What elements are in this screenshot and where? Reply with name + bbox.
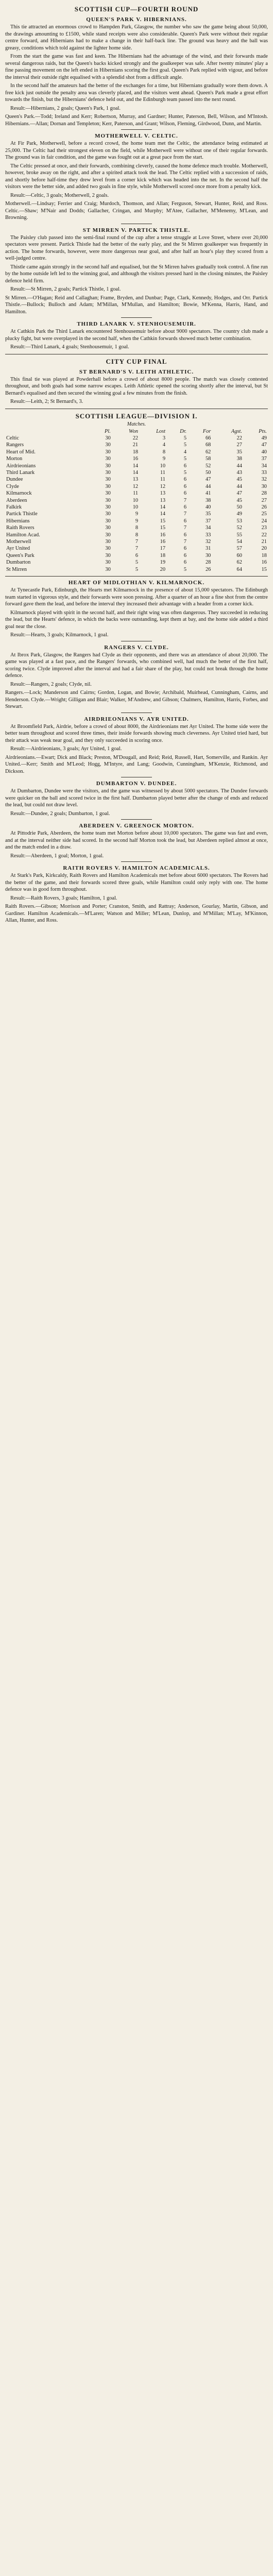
match-heading-raith-hamilton: RAITH ROVERS V. HAMILTON ACADEMICALS.	[63, 865, 210, 872]
club-name-cell: Dundee	[6, 477, 23, 483]
stat-cell: 31	[205, 546, 211, 552]
report-paragraph: At Pittodrie Park, Aberdeen, the home team met Morton before about 10,000 spectators. The game was fast and even, and at the interval neither side had scored. In the second half Morton took the lead, but Aberdeen replied almost at once, and the match ended in a draw.	[5, 831, 268, 851]
stat-cell: 22	[261, 532, 267, 538]
stat-cell: 64	[236, 566, 242, 572]
stat-cell: 30	[105, 560, 111, 566]
club-name-cell: Dumbarton	[6, 560, 31, 566]
stat-cell: 6	[183, 532, 187, 538]
stat-cell: 44	[205, 483, 211, 489]
table-row	[5, 463, 268, 469]
stat-cell: 5	[135, 566, 139, 572]
section-heading-scottish-cup: SCOTTISH CUP—FOURTH ROUND	[74, 5, 199, 13]
stat-cell: 22	[236, 435, 242, 441]
club-name-cell: Third Lanark	[6, 469, 35, 476]
stat-cell: 40	[205, 504, 211, 510]
report-paragraph: At Fir Park, Motherwell, before a record crowd, the home team met the Celtic, the attendance being estimated at 25,000. The Celtic had their strongest eleven on the field, while Motherwell were without one of their regular forwards. The ground was in fair condition, and the game was fought out at a great pace from the start.	[5, 141, 268, 160]
stat-cell: 32	[205, 539, 211, 545]
stat-cell: 22	[132, 435, 139, 441]
match-heading-hearts-kilmarnock: HEART OF MIDLOTHIAN V. KILMARNOCK.	[68, 580, 205, 586]
stat-cell: 6	[183, 546, 187, 552]
match-result: Result:—Hibernians, 2 goals; Queen's Park, 1 goal.	[10, 105, 121, 111]
stat-cell: 7	[135, 546, 139, 552]
stat-cell: 9	[135, 518, 139, 524]
stat-cell: 27	[261, 497, 267, 503]
stat-cell: 43	[236, 469, 242, 476]
column-header: Dr.	[180, 428, 187, 434]
stat-cell: 18	[132, 449, 139, 455]
column-header: Agst.	[231, 428, 242, 434]
table-row	[5, 545, 268, 552]
report-paragraph: Thistle came again strongly in the second half and equalised, but the St Mirren halves gradually took control. A fine run by the home outside left led to the winning goal, and although the visitors pressed hard in the closing minutes, the Paisley defence held firm.	[5, 264, 268, 284]
stat-cell: 50	[236, 504, 242, 510]
match-result: Result:—Airdrieonians, 3 goals; Ayr United, 1 goal.	[10, 746, 122, 752]
stat-cell: 14	[160, 511, 166, 517]
stat-cell: 45	[236, 477, 242, 483]
club-name-cell: Rangers	[6, 442, 24, 448]
stat-cell: 30	[105, 442, 111, 448]
stat-cell: 23	[261, 525, 267, 531]
stat-cell: 7	[183, 497, 187, 503]
stat-cell: 6	[183, 483, 187, 489]
match-result: Result:—St Mirren, 2 goals; Partick Thistle, 1 goal.	[10, 286, 121, 292]
stat-cell: 6	[183, 490, 187, 497]
stat-cell: 27	[236, 442, 242, 448]
stat-cell: 44	[236, 483, 242, 489]
stat-cell: 26	[261, 504, 267, 510]
stat-cell: 30	[105, 435, 111, 441]
stat-cell: 8	[162, 449, 166, 455]
club-name-cell: Motherwell	[6, 539, 31, 545]
stat-cell: 11	[133, 490, 139, 497]
stat-cell: 30	[105, 539, 111, 545]
section-heading-city-cup-final: CITY CUP FINAL	[106, 357, 167, 365]
stat-cell: 30	[105, 525, 111, 531]
stat-cell: 68	[205, 442, 211, 448]
stat-cell: 24	[261, 518, 267, 524]
table-row	[5, 552, 268, 559]
stat-cell: 20	[261, 546, 267, 552]
divider	[121, 129, 152, 130]
divider	[121, 861, 152, 862]
stat-cell: 16	[160, 539, 166, 545]
stat-cell: 30	[105, 518, 111, 524]
stat-cell: 16	[261, 560, 267, 566]
stat-cell: 19	[160, 560, 166, 566]
stat-cell: 16	[160, 532, 166, 538]
stat-cell: 33	[205, 532, 211, 538]
stat-cell: 32	[261, 477, 267, 483]
report-paragraph: The Celtic pressed at once, and their forwards, combining cleverly, caused the home defence much trouble. Motherwell, however, broke away on the right, and after a spirited attack took the lead. The Celtic replied with a succession of raids, and shortly before half-time they drew level from a corner kick which was headed into the net. In the second half the visitors were the better side, and added two goals in fine style, while Motherwell scored once more from a penalty kick.	[5, 163, 268, 190]
stat-cell: 7	[183, 539, 187, 545]
stat-cell: 5	[183, 456, 187, 462]
stat-cell: 30	[105, 469, 111, 476]
stat-cell: 28	[261, 490, 267, 497]
stat-cell: 20	[160, 566, 166, 572]
team-lineups: St Mirren.—O'Hagan; Reid and Callaghan; Frame, Bryden, and Dunbar; Page, Clark, Kennedy, Hodges, and Orr. Partick Thistle.—Bullock; Bulloch and Adam; M'Millan, M'Mullan, and Hamilton; Bowie, M'Kenna, Harris, Hand, and Hamilton.	[5, 295, 268, 315]
table-row	[5, 497, 268, 504]
stat-cell: 8	[135, 525, 139, 531]
stat-cell: 45	[236, 497, 242, 503]
stat-cell: 6	[135, 552, 139, 558]
stat-cell: 57	[236, 546, 242, 552]
report-paragraph: At Cathkin Park the Third Lanark encountered Stenhousemuir before about 9000 spectators. The country club made a plucky fight, but were overplayed in the second half, when the Cathkin forwards showed much better combination.	[5, 329, 268, 342]
stat-cell: 14	[132, 469, 139, 476]
stat-cell: 30	[105, 566, 111, 572]
stat-cell: 30	[261, 483, 267, 489]
stat-cell: 44	[236, 463, 242, 469]
stat-cell: 17	[160, 546, 166, 552]
stat-cell: 30	[205, 552, 211, 558]
section-heading-league: SCOTTISH LEAGUE—DIVISION I.	[75, 412, 198, 420]
team-lineups: Airdrieonians.—Ewart; Dick and Black; Preston, M'Dougall, and Reid; Reid, Russell, Hart, Somerville, and Rankin. Ayr United.—Kerr; Smith and M'Leod; Hogg, M'Intyre, and Lang; Goodwin, Cunningham, M'Kenzie, Richmond, and Dickson.	[5, 754, 268, 774]
match-heading-third-lanark: THIRD LANARK V. STENHOUSEMUIR.	[77, 321, 196, 327]
stat-cell: 7	[183, 511, 187, 517]
stat-cell: 66	[205, 435, 211, 441]
stat-cell: 13	[132, 477, 139, 483]
stat-cell: 18	[160, 552, 166, 558]
stat-cell: 6	[183, 560, 187, 566]
report-paragraph: At Ibrox Park, Glasgow, the Rangers had Clyde as their opponents, and there was an attendance of about 20,000. The game was played at a fast pace, and the Rangers' forwards, who combined well, had much the better of the first half, scoring twice. Clyde improved after the interval and had a fair share of the play, but could not break through the home defence.	[5, 652, 268, 679]
club-name-cell: Heart of Mid.	[6, 449, 36, 455]
stat-cell: 33	[261, 469, 267, 476]
stat-cell: 6	[183, 477, 187, 483]
stat-cell: 30	[105, 497, 111, 503]
stat-cell: 7	[183, 525, 187, 531]
match-heading-st-mirren-partick: ST MIRREN V. PARTICK THISTLE.	[82, 227, 191, 233]
stat-cell: 7	[135, 539, 139, 545]
team-lineups: Rangers.—Lock; Manderson and Cairns; Gordon, Logan, and Bowie; Archibald, Muirhead, Cunningham, Cairns, and Henderson. Clyde.—Wright; Gilligan and Blair; Walker, M'Andrew, and Gibson; Chalmers, Hamilton, Harris, Forbes, and Stewart.	[5, 690, 268, 710]
table-row	[5, 518, 268, 524]
team-lineups: Raith Rovers.—Gibson; Morrison and Porter; Cranston, Smith, and Rattray; Anderson, Gourlay, Martin, Gibson, and Gardiner. Hamilton Academicals.—M'Laren; Watson and Miller; M'Lean, Dunlop, and M'Millan; M'Lay, M'Kinnon, Allan, Hunter, and Ross.	[5, 904, 268, 924]
club-name-cell: Ayr United	[6, 546, 30, 552]
table-header-row	[5, 428, 268, 435]
club-name-cell: Celtic	[6, 435, 19, 441]
stat-cell: 30	[105, 456, 111, 462]
stat-cell: 60	[236, 552, 242, 558]
stat-cell: 52	[205, 463, 211, 469]
table-row	[5, 442, 268, 448]
stat-cell: 30	[105, 490, 111, 497]
league-table	[5, 428, 268, 573]
stat-cell: 14	[160, 504, 166, 510]
report-paragraph: This tie attracted an enormous crowd to Hampden Park, Glasgow, the number who saw the game being about 50,000, the drawings amounting to £1500, while stand receipts were also considerable. Queen's Park were without their regular centre forward, and Hibernians had to make a change in their half-back line. The ground was heavy and the ball was greasy, conditions which told against the lighter home side.	[5, 24, 268, 51]
team-lineups: Queen's Park.—Todd; Ireland and Kerr; Robertson, Murray, and Gardner; Hunter, Paterson, Bell, Wilson, and M'Intosh. Hibernians.—Allan; Dornan and Templeton; Kerr, Paterson, and Grant; Wilson, Fleming, Girdwood, Dunn, and Martin.	[5, 114, 268, 127]
stat-cell: 34	[205, 525, 211, 531]
stat-cell: 35	[205, 511, 211, 517]
match-heading-aberdeen-morton: ABERDEEN V. GREENOCK MORTON.	[79, 823, 194, 829]
stat-cell: 30	[105, 546, 111, 552]
report-paragraph: At Broomfield Park, Airdrie, before a crowd of about 8000, the Airdrieonians met Ayr United. The home side were the better team throughout and scored three times, their inside forwards showing much cleverness. Ayr United tried hard, but their attack was weak near goal, and they only succeeded in scoring once.	[5, 723, 268, 743]
club-name-cell: Queen's Park	[6, 552, 35, 558]
table-row	[5, 449, 268, 455]
club-name-cell: Hamilton Acad.	[6, 532, 40, 538]
report-paragraph: Kilmarnock played with spirit in the second half, and their right wing was often dangerous. They succeeded in reducing the lead, but the Hearts' defence, in which the backs were outstanding, kept them at bay, and the home side added a third goal near the close.	[5, 609, 268, 630]
stat-cell: 13	[160, 490, 166, 497]
report-paragraph: This final tie was played at Powderhall before a crowd of about 8000 people. The match was closely contested throughout, and both goals had some narrow escapes. Leith Athletic opened the scoring shortly after the interval, but St Bernard's equalised and then secured the winning goal a few minutes from the finish.	[5, 376, 268, 396]
club-name-cell: Aberdeen	[6, 497, 27, 503]
stat-cell: 5	[135, 560, 139, 566]
stat-cell: 11	[160, 477, 166, 483]
stat-cell: 5	[183, 566, 187, 572]
table-row	[5, 476, 268, 483]
match-result: Result:—Third Lanark, 4 goals; Stenhousemuir, 1 goal.	[10, 344, 129, 350]
stat-cell: 16	[132, 456, 139, 462]
stat-cell: 25	[261, 511, 267, 517]
stat-cell: 18	[261, 552, 267, 558]
table-row	[5, 504, 268, 511]
stat-cell: 47	[205, 477, 211, 483]
table-row	[5, 566, 268, 573]
stat-cell: 30	[105, 463, 111, 469]
report-paragraph: At Tynecastle Park, Edinburgh, the Hearts met Kilmarnock in the presence of about 15,000 spectators. The Edinburgh team started in vigorous style, and their forwards were soon pressing. After a quarter of an hour a fine shot from the centre forward gave them the lead, and before the interval they increased their advantage with a header from a corner kick.	[5, 587, 268, 607]
match-result: Result:—Leith, 2; St Bernard's, 3.	[10, 399, 83, 404]
match-result: Result:—Rangers, 2 goals; Clyde, nil.	[10, 681, 92, 687]
column-header: Pl.	[104, 428, 111, 434]
club-name-cell: Raith Rovers	[6, 525, 35, 531]
stat-cell: 30	[105, 511, 111, 517]
stat-cell: 12	[160, 483, 166, 489]
match-heading-motherwell-celtic: MOTHERWELL V. CELTIC.	[95, 133, 178, 139]
stat-cell: 15	[261, 566, 267, 572]
stat-cell: 6	[183, 504, 187, 510]
stat-cell: 4	[162, 442, 166, 448]
stat-cell: 53	[236, 518, 242, 524]
table-row	[5, 524, 268, 531]
stat-cell: 30	[105, 552, 111, 558]
stat-cell: 10	[132, 504, 139, 510]
stat-cell: 14	[132, 463, 139, 469]
stat-cell: 21	[132, 442, 139, 448]
stat-cell: 6	[183, 552, 187, 558]
divider	[121, 317, 152, 318]
table-row	[5, 469, 268, 476]
stat-cell: 37	[261, 456, 267, 462]
stat-cell: 13	[160, 497, 166, 503]
table-row	[5, 483, 268, 490]
match-heading-dumbarton-dundee: DUMBARTON V. DUNDEE.	[96, 781, 177, 787]
stat-cell: 52	[236, 525, 242, 531]
section-divider	[5, 576, 268, 577]
report-paragraph: From the start the game was fast and keen. The Hibernians had the advantage of the wind, and their forwards made several dangerous raids, but the Queen's backs kicked strongly and the goalkeeper was safe. After twenty minutes' play a fine passing movement on the left ended in Hibernians scoring the first goal. Queen's Park replied with vigour, and before the interval their outside right equalised with a splendid shot from a difficult angle.	[5, 54, 268, 80]
stat-cell: 4	[183, 449, 187, 455]
table-row	[5, 435, 268, 442]
stat-cell: 50	[205, 469, 211, 476]
column-header: Lost	[156, 428, 166, 434]
match-heading-airdrie-ayr: AIRDRIEONIANS V. AYR UNITED.	[84, 716, 189, 722]
club-name-cell: Airdrieonians	[6, 463, 36, 469]
stat-cell: 26	[205, 566, 211, 572]
stat-cell: 58	[205, 456, 211, 462]
stat-cell: 10	[132, 497, 139, 503]
club-name-cell: St Mirren	[6, 566, 27, 572]
stat-cell: 47	[261, 442, 267, 448]
club-name-cell: Morton	[6, 456, 23, 462]
stat-cell: 15	[160, 518, 166, 524]
league-table-body	[5, 435, 268, 573]
report-paragraph: At Stark's Park, Kirkcaldy, Raith Rovers and Hamilton Academicals met before about 6000 spectators. The Rovers had the better of the game, and their forwards scored three goals, while Hamilton could only reply with one. The home defence was in good form throughout.	[5, 873, 268, 893]
stat-cell: 15	[160, 525, 166, 531]
stat-cell: 28	[205, 560, 211, 566]
stat-cell: 41	[205, 490, 211, 497]
stat-cell: 6	[183, 463, 187, 469]
table-row	[5, 455, 268, 462]
stat-cell: 5	[183, 435, 187, 441]
stat-cell: 30	[105, 504, 111, 510]
table-row	[5, 538, 268, 545]
report-paragraph: At Dumbarton, Dundee were the visitors, and the game was witnessed by about 5000 spectators. The Dundee forwards were quicker on the ball and scored twice in the first half. Dumbarton played better after the change of ends and reduced the lead, but could not draw level.	[5, 788, 268, 808]
stat-cell: 54	[236, 539, 242, 545]
stat-cell: 10	[160, 463, 166, 469]
stat-cell: 9	[135, 511, 139, 517]
report-paragraph: In the second half the amateurs had the better of the exchanges for a time, but Hibernians gradually wore them down. A free kick just outside the penalty area was cleverly placed, and the visitors went ahead. Queen's Park made a great effort towards the finish, but the Hibernians' defence held out, and the Edinburgh team passed into the next round.	[5, 83, 268, 103]
match-heading-queens-park-hibernians: QUEEN'S PARK V. HIBERNIANS.	[86, 16, 187, 23]
match-heading-rangers-clyde: RANGERS V. CLYDE.	[104, 644, 169, 651]
table-row	[5, 511, 268, 517]
table-caption: Matches.	[127, 421, 146, 427]
table-row	[5, 559, 268, 566]
stat-cell: 30	[105, 477, 111, 483]
match-result: Result:—Dundee, 2 goals; Dumbarton, 1 goal.	[10, 810, 110, 817]
club-name-cell: Partick Thistle	[6, 511, 38, 517]
stat-cell: 49	[261, 435, 267, 441]
match-result: Result:—Hearts, 3 goals; Kilmarnock, 1 goal.	[10, 632, 109, 638]
stat-cell: 62	[205, 449, 211, 455]
stat-cell: 30	[105, 483, 111, 489]
table-row	[5, 532, 268, 538]
column-header	[5, 428, 92, 435]
column-header: For	[202, 428, 211, 434]
report-paragraph: The Paisley club passed into the semi-final round of the cup after a tense struggle at Love Street, where over 20,000 spectators were present. Partick Thistle had the better of the early play, and the St Mirren goalkeeper was frequently in action. The home forwards, however, were more dangerous near goal, and after half an hour's play they scored from a well-judged centre.	[5, 234, 268, 261]
stat-cell: 30	[105, 532, 111, 538]
stat-cell: 5	[183, 442, 187, 448]
stat-cell: 62	[236, 560, 242, 566]
column-header: Pts.	[259, 428, 267, 434]
stat-cell: 49	[236, 511, 242, 517]
column-header: Won	[129, 428, 139, 434]
stat-cell: 47	[236, 490, 242, 497]
stat-cell: 12	[132, 483, 139, 489]
divider	[121, 819, 152, 820]
stat-cell: 5	[183, 469, 187, 476]
stat-cell: 38	[236, 456, 242, 462]
stat-cell: 8	[135, 532, 139, 538]
stat-cell: 30	[105, 449, 111, 455]
stat-cell: 34	[261, 463, 267, 469]
club-name-cell: Kilmarnock	[6, 490, 32, 497]
stat-cell: 11	[160, 469, 166, 476]
match-result: Result:—Raith Rovers, 3 goals; Hamilton, 1 goal.	[10, 895, 117, 901]
stat-cell: 3	[162, 435, 166, 441]
club-name-cell: Hibernians	[6, 518, 30, 524]
table-row	[5, 490, 268, 497]
match-result: Result:—Celtic, 3 goals; Motherwell, 2 goals.	[10, 192, 109, 198]
stat-cell: 21	[261, 539, 267, 545]
stat-cell: 37	[205, 518, 211, 524]
team-lineups: Motherwell.—Lindsay; Ferrier and Craig; Murdoch, Thomson, and Allan; Ferguson, Stewart, Hunter, Reid, and Ross. Celtic.—Shaw; M'Nair and Dodds; Gallacher, Cringan, and Murphy; M'Atee, Gallacher, M'Menemy, M'Lean, and Browning.	[5, 201, 268, 221]
stat-cell: 40	[261, 449, 267, 455]
stat-cell: 55	[236, 532, 242, 538]
stat-cell: 35	[236, 449, 242, 455]
stat-cell: 6	[183, 518, 187, 524]
stat-cell: 38	[205, 497, 211, 503]
match-heading-st-bernards-leith: ST BERNARD'S V. LEITH ATHLETIC.	[79, 368, 194, 375]
club-name-cell: Clyde	[6, 483, 19, 489]
match-result: Result:—Aberdeen, 1 goal; Morton, 1 goal.	[10, 853, 104, 859]
stat-cell: 9	[162, 456, 166, 462]
club-name-cell: Falkirk	[6, 504, 22, 510]
